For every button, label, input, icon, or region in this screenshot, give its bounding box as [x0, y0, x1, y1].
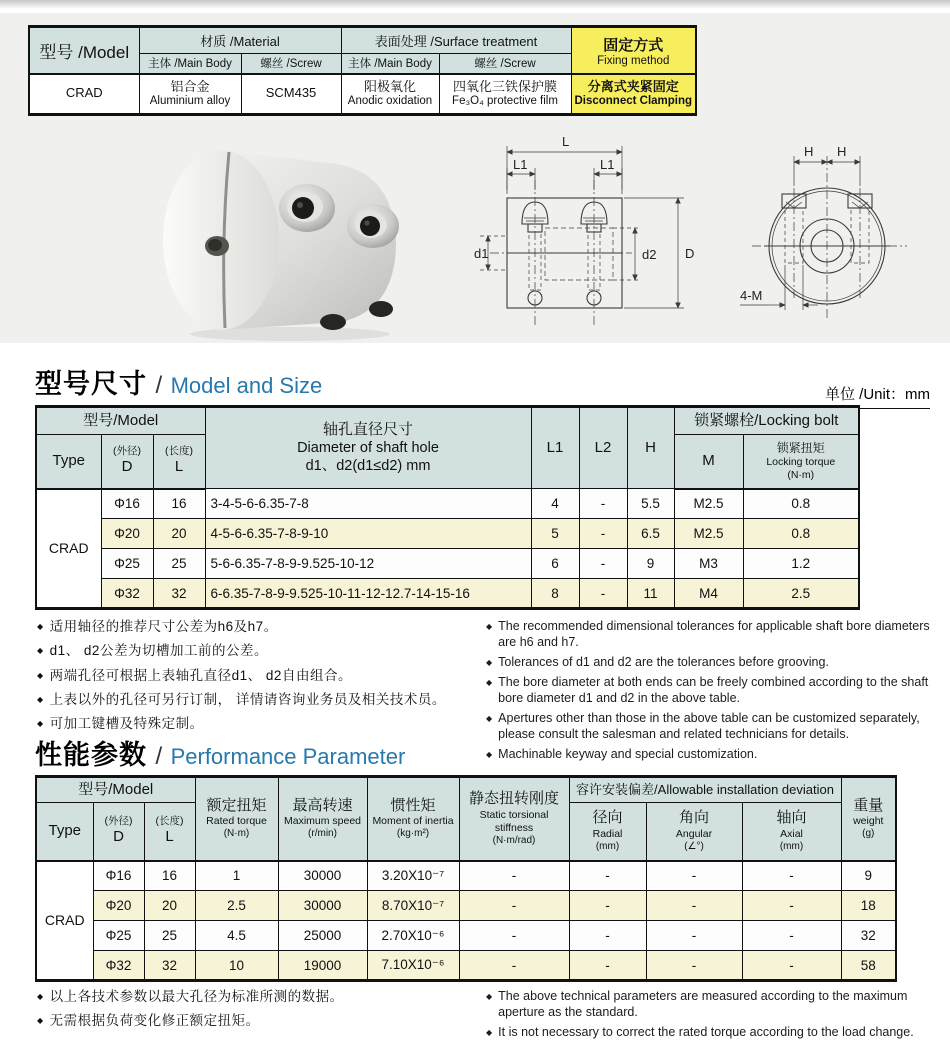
cell-torque: 10: [195, 951, 278, 981]
axial-cn: 轴向: [776, 809, 807, 827]
cell-l: 32: [144, 951, 195, 981]
cell-l: 16: [153, 489, 205, 519]
note-item: [484, 618, 930, 650]
dim-label-D: D: [685, 246, 695, 261]
note-text: Machinable keyway and special customization.: [498, 747, 758, 761]
inertia-cn: 惯性矩: [390, 796, 436, 814]
cell-holes: 6-6.35-7-8-9-9.525-10-11-12-12.7-14-15-16: [205, 579, 531, 609]
d-subtitle: (外径): [104, 815, 133, 828]
speed-unit: (r/min): [308, 828, 337, 840]
cell-m: M2.5: [674, 519, 743, 549]
cell-l: 32: [153, 579, 205, 609]
cell-m: M3: [674, 549, 743, 579]
cell-h: 5.5: [627, 489, 674, 519]
size-row-20: [36, 519, 859, 549]
perf-type-header: Type: [36, 803, 93, 861]
cell-inertia: 7.10X10⁻⁶: [367, 951, 459, 981]
perf-model-group-header: 型号/Model: [36, 777, 195, 803]
perf-l-header: [144, 803, 195, 861]
bullet-icon: ◆: [37, 992, 44, 1001]
product-photo: [125, 128, 440, 343]
cell-stiffness: -: [459, 921, 569, 951]
cell-inertia: 3.20X10⁻⁷: [367, 861, 459, 891]
angular-unit: (∠°): [684, 840, 704, 852]
cell-torque: 2.5: [195, 891, 278, 921]
perf-row-20: [36, 891, 896, 921]
perf-d-header: [93, 803, 144, 861]
perf-type-value: CRAD: [36, 861, 93, 981]
inertia-en: Moment of inertia: [372, 815, 454, 828]
spec-surface-header: 表面处理 /Surface treatment: [341, 27, 571, 54]
cell-torque: 0.8: [743, 489, 859, 519]
size-row-25: [36, 549, 859, 579]
note-item: [35, 618, 470, 635]
fixing-value-cn: 分离式夹紧固定: [587, 78, 679, 94]
note-item: [35, 988, 470, 1005]
fixing-header-en: Fixing method: [597, 54, 670, 67]
cell-l: 16: [144, 861, 195, 891]
size-locking-group-header: 锁紧螺栓/Locking bolt: [674, 407, 859, 435]
spec-material-header: 材质 /Material: [139, 27, 341, 54]
note-item: [484, 988, 930, 1020]
size-hole-header: [205, 407, 531, 489]
cell-d: Φ32: [101, 579, 153, 609]
perf-speed-header: [278, 777, 367, 861]
cell-speed: 30000: [278, 891, 367, 921]
cell-inertia: 2.70X10⁻⁶: [367, 921, 459, 951]
perf-notes-cn: [35, 988, 470, 1040]
note-item: [35, 715, 470, 732]
note-text: 上表以外的孔径可另行订制， 详情请咨询业务员及相关技术员。: [49, 691, 446, 707]
size-d-header: [101, 435, 153, 489]
perf-title-en: Performance Parameter: [170, 744, 406, 769]
note-text: The recommended dimensional tolerances for applicable shaft bore diameters are h6 and h7.: [498, 619, 930, 649]
perf-notes: [35, 988, 930, 1040]
cell-h: 6.5: [627, 519, 674, 549]
weight-unit: (g): [862, 828, 875, 840]
cell-d: Φ25: [101, 549, 153, 579]
cell-speed: 19000: [278, 951, 367, 981]
bullet-icon: ◆: [486, 992, 493, 1001]
hole-header-en: Diameter of shaft hole: [297, 440, 439, 457]
radial-unit: (mm): [595, 840, 620, 852]
material-main-cn: 铝合金: [170, 78, 210, 94]
torque-header-cn: 锁紧扭矩: [776, 440, 825, 455]
size-h-header: H: [627, 407, 674, 489]
note-item: [484, 654, 930, 670]
dim-label-H-right: H: [837, 144, 847, 159]
fixing-header-cn: 固定方式: [603, 36, 664, 54]
torque-header-en: Locking torque: [766, 455, 836, 468]
speed-cn: 最高转速: [292, 796, 353, 814]
spec-surface-screw-value: [439, 74, 571, 115]
torque-cn: 额定扭矩: [206, 796, 267, 814]
note-item: [35, 691, 470, 708]
cell-l1: 8: [531, 579, 579, 609]
spec-surface-screw-subheader: 螺丝 /Screw: [439, 54, 571, 74]
cell-h: 11: [627, 579, 674, 609]
perf-title-cn: 性能参数: [35, 740, 147, 770]
material-main-en: Aluminium alloy: [149, 94, 231, 107]
size-table: [35, 405, 860, 610]
perf-notes-en: [484, 988, 930, 1040]
note-text: 无需根据负荷变化修正额定扭矩。: [49, 1013, 260, 1029]
cell-l2: -: [579, 549, 627, 579]
weight-en: weight: [853, 815, 884, 828]
spec-fixing-value: [571, 74, 696, 115]
dim-label-L1-left: L1: [513, 157, 528, 172]
cell-axial: -: [742, 891, 841, 921]
cell-radial: -: [569, 921, 646, 951]
spec-material-main-subheader: 主体 /Main Body: [139, 54, 241, 74]
performance-table: [35, 775, 897, 982]
torque-en: Rated torque: [206, 815, 267, 828]
cell-radial: -: [569, 861, 646, 891]
unit-label: 单位 /Unit：mm: [824, 386, 930, 403]
cell-stiffness: -: [459, 861, 569, 891]
dim-label-L: L: [562, 134, 570, 149]
cell-torque: 1: [195, 861, 278, 891]
size-title-slash: /: [155, 372, 163, 399]
l-subtitle: (长度): [155, 815, 184, 828]
cell-holes: 3-4-5-6-6.35-7-8: [205, 489, 531, 519]
dim-label-4M: 4-M: [740, 288, 763, 303]
perf-inertia-header: [367, 777, 459, 861]
surface-main-en: Anodic oxidation: [347, 94, 433, 107]
cell-stiffness: -: [459, 951, 569, 981]
bullet-icon: ◆: [37, 622, 44, 631]
bullet-icon: ◆: [37, 646, 44, 656]
cell-l: 25: [144, 921, 195, 951]
cell-l2: -: [579, 519, 627, 549]
bullet-icon: ◆: [37, 1016, 44, 1026]
cell-d: Φ32: [93, 951, 144, 981]
dim-label-L1-right: L1: [600, 157, 615, 172]
cell-l: 20: [144, 891, 195, 921]
perf-weight-header: [841, 777, 896, 861]
perf-row-25: [36, 921, 896, 951]
spec-material-screw-subheader: 螺丝 /Screw: [241, 54, 341, 74]
stiffness-unit: (N·m/rad): [492, 835, 536, 846]
l-symbol: L: [165, 828, 174, 846]
dim-label-d2: d2: [642, 247, 657, 262]
side-view-drawing: [722, 128, 937, 333]
perf-row-32: [36, 951, 896, 981]
dim-label-d1: d1: [474, 246, 489, 261]
perf-torque-header: [195, 777, 278, 861]
stiffness-en: Static torsional stiffness: [479, 808, 549, 834]
axial-unit: (mm): [779, 840, 804, 852]
spec-material-screw-value: SCM435: [241, 74, 341, 115]
note-text: Apertures other than those in the above table can be customized separately, please consult the salesman and related technicians for details.: [498, 711, 920, 741]
bullet-icon: ◆: [37, 670, 44, 680]
cell-l2: -: [579, 489, 627, 519]
size-row-16: [36, 489, 859, 519]
size-title-cn: 型号尺寸: [35, 369, 147, 399]
cell-radial: -: [569, 951, 646, 981]
radial-en: Radial: [592, 827, 623, 840]
note-item: [35, 642, 470, 659]
cell-torque: 0.8: [743, 519, 859, 549]
cell-l1: 4: [531, 489, 579, 519]
cell-d: Φ16: [101, 489, 153, 519]
cell-weight: 58: [841, 951, 896, 981]
hole-header-range: d1、d2(d1≤d2) mm: [305, 458, 431, 475]
note-item: [35, 1012, 470, 1029]
bullet-icon: ◆: [486, 714, 493, 723]
cell-weight: 18: [841, 891, 896, 921]
l-symbol: L: [174, 458, 184, 476]
spec-fixing-header: [571, 27, 696, 74]
size-torque-header: [743, 435, 859, 489]
perf-title-slash: /: [155, 743, 163, 770]
surface-screw-en: Fe₃O₄ protective film: [452, 94, 558, 107]
note-text: d1、 d2公差为切槽加工前的公差。: [49, 643, 268, 659]
note-text: 适用轴径的推荐尺寸公差为h6及h7。: [49, 619, 278, 634]
note-item: [35, 667, 470, 684]
angular-cn: 角向: [678, 809, 709, 827]
bullet-icon: ◆: [486, 1028, 493, 1037]
cell-m: M4: [674, 579, 743, 609]
cell-h: 9: [627, 549, 674, 579]
perf-section-heading: [35, 733, 930, 771]
cell-radial: -: [569, 891, 646, 921]
hole-header-cn: 轴孔直径尺寸: [322, 420, 413, 438]
size-title-en: Model and Size: [170, 373, 323, 398]
torque-unit: (N·m): [223, 828, 250, 840]
surface-screw-cn: 四氧化三铁保护膜: [452, 78, 557, 94]
cell-d: Φ16: [93, 861, 144, 891]
stiffness-cn: 静态扭转刚度: [468, 790, 559, 807]
cell-angular: -: [646, 861, 742, 891]
angular-en: Angular: [675, 827, 713, 840]
spec-table: [28, 25, 697, 116]
torque-header-unit: (N·m): [787, 468, 815, 481]
cell-angular: -: [646, 951, 742, 981]
axial-en: Axial: [780, 827, 803, 840]
size-type-header: Type: [36, 435, 101, 489]
size-l1-header: L1: [531, 407, 579, 489]
note-text: Tolerances of d1 and d2 are the tolerances before grooving.: [498, 655, 829, 669]
bullet-icon: ◆: [486, 678, 493, 687]
cell-axial: -: [742, 861, 841, 891]
cell-angular: -: [646, 921, 742, 951]
perf-deviation-group-header: 容许安装偏差/Allowable installation deviation: [569, 777, 841, 803]
cell-weight: 32: [841, 921, 896, 951]
d-symbol: D: [113, 828, 124, 846]
perf-radial-header: [569, 803, 646, 861]
cell-d: Φ20: [101, 519, 153, 549]
note-text: 两端孔径可根据上表轴孔直径d1、 d2自由组合。: [49, 667, 352, 683]
speed-en: Maximum speed: [283, 815, 362, 828]
note-text: 以上各技术参数以最大孔径为标准所测的数据。: [49, 989, 344, 1004]
size-m-header: M: [674, 435, 743, 489]
cell-l: 20: [153, 519, 205, 549]
spec-surface-main-value: [341, 74, 439, 115]
cell-axial: -: [742, 951, 841, 981]
inertia-unit: (kg·m²): [396, 828, 430, 840]
l-subtitle: (长度): [165, 445, 193, 458]
cell-holes: 5-6-6.35-7-8-9-9.525-10-12: [205, 549, 531, 579]
cell-l: 25: [153, 549, 205, 579]
note-item: [484, 1024, 930, 1040]
d-subtitle: (外径): [113, 445, 141, 458]
perf-stiffness-header: [459, 777, 569, 861]
note-item: [484, 674, 930, 706]
size-section-heading: [35, 362, 930, 409]
bullet-icon: ◆: [486, 622, 493, 631]
cell-weight: 9: [841, 861, 896, 891]
weight-cn: 重量: [853, 796, 884, 814]
spec-model-value: CRAD: [29, 74, 139, 115]
spec-model-header: 型号 /Model: [29, 27, 139, 74]
cell-speed: 30000: [278, 861, 367, 891]
cell-speed: 25000: [278, 921, 367, 951]
cell-l2: -: [579, 579, 627, 609]
cell-l1: 6: [531, 549, 579, 579]
cell-l1: 5: [531, 519, 579, 549]
cell-holes: 4-5-6-6.35-7-8-9-10: [205, 519, 531, 549]
size-l-header: [153, 435, 205, 489]
cell-d: Φ25: [93, 921, 144, 951]
d-symbol: D: [121, 458, 133, 476]
bullet-icon: ◆: [486, 750, 493, 759]
cell-inertia: 8.70X10⁻⁷: [367, 891, 459, 921]
bullet-icon: ◆: [486, 658, 493, 667]
perf-axial-header: [742, 803, 841, 861]
size-row-32: [36, 579, 859, 609]
dim-label-H-left: H: [804, 144, 814, 159]
size-l2-header: L2: [579, 407, 627, 489]
fixing-value-en: Disconnect Clamping: [574, 94, 693, 107]
note-text: It is not necessary to correct the rated torque according to the load change.: [498, 1025, 914, 1039]
cell-axial: -: [742, 921, 841, 951]
spec-material-main-value: [139, 74, 241, 115]
size-type-value: CRAD: [36, 489, 101, 609]
note-text: The bore diameter at both ends can be freely combined according to the shaft bore diameter d1 and d2 in the above table.: [498, 675, 929, 705]
cell-torque: 2.5: [743, 579, 859, 609]
note-text: 可加工键槽及特殊定制。: [49, 716, 204, 732]
cell-torque: 1.2: [743, 549, 859, 579]
cell-torque: 4.5: [195, 921, 278, 951]
cell-m: M2.5: [674, 489, 743, 519]
cell-d: Φ20: [93, 891, 144, 921]
note-text: The above technical parameters are measured according to the maximum aperture as the standard.: [498, 989, 908, 1019]
top-shadow: [0, 0, 950, 9]
front-view-drawing: [472, 128, 707, 333]
spec-surface-main-subheader: 主体 /Main Body: [341, 54, 439, 74]
perf-row-16: [36, 861, 896, 891]
radial-cn: 径向: [592, 809, 623, 827]
surface-main-cn: 阳极氧化: [363, 78, 416, 94]
perf-angular-header: [646, 803, 742, 861]
bullet-icon: ◆: [37, 694, 44, 704]
cell-angular: -: [646, 891, 742, 921]
cell-stiffness: -: [459, 891, 569, 921]
bullet-icon: ◆: [37, 719, 44, 729]
size-model-group-header: 型号/Model: [36, 407, 205, 435]
